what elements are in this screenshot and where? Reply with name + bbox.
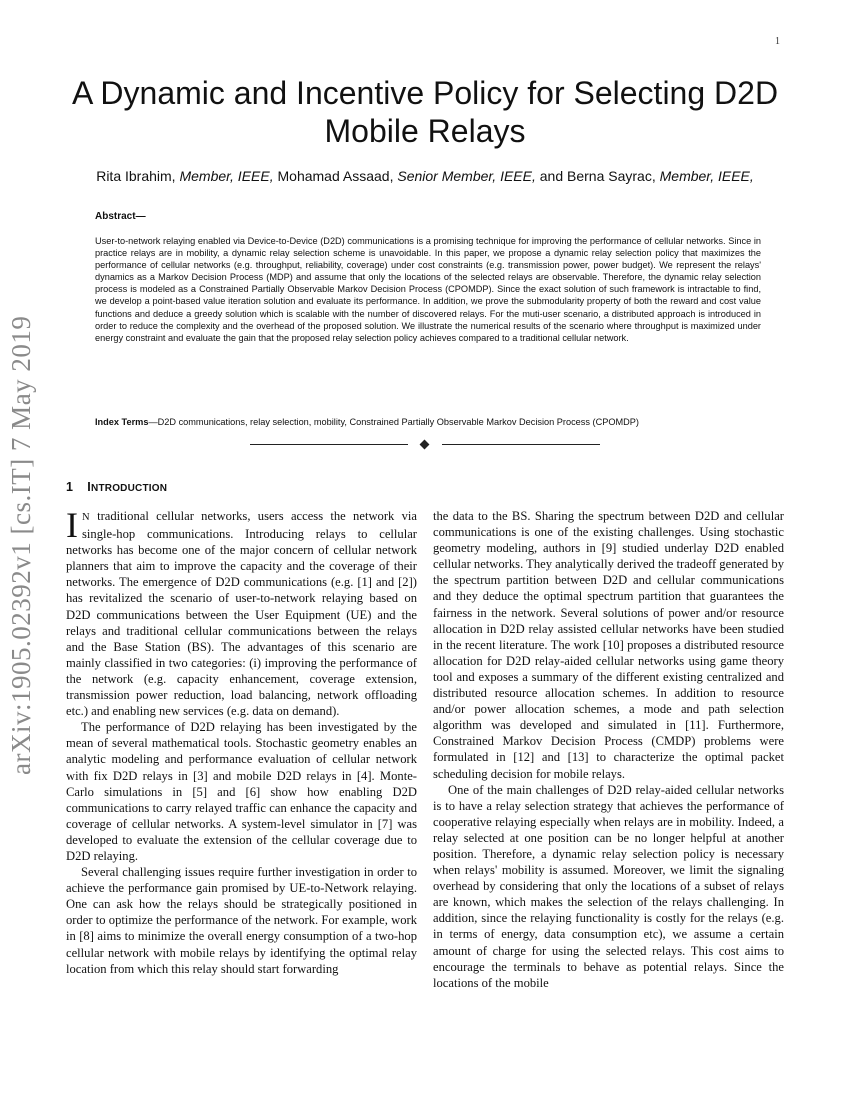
author-3-role: Member, IEEE, [659, 168, 754, 184]
author-and: and [539, 168, 564, 184]
right-paragraph-2: One of the main challenges of D2D relay-aided cellular networks is to have a relay selection strategy that achieves the performance of cooperative relaying especially when relays are in mobility. Indeed, a relay selected at one position can be no longer helpful at another position. Therefore, a dynamic relay selection policy is necessary when relays' mobility is assumed. Moreover, we limit the signaling overhead by considering that only the locations of a subset of relays are known, which makes the selection of the relays challenging. In addition, since the relaying functionality is costly for the relays (e.g. in terms of energy, data consumption etc), we assume a certain amount of charge for using the selected relays. This cost aims to encourage the terminals to behave as potential relays. Since the locations of the mobile [433, 782, 784, 990]
diamond-icon [420, 440, 430, 450]
author-1-name: Rita Ibrahim, [96, 168, 176, 184]
drop-cap: I [66, 505, 78, 545]
section-title-initial: I [87, 480, 92, 494]
first-word-smallcaps: N [82, 512, 90, 523]
right-column [433, 508, 784, 991]
index-terms [95, 416, 761, 428]
left-paragraph-2: The performance of D2D relaying has been investigated by the mean of several mathematical tools. Stochastic geometry enables an analytic modeling and performance evaluation of cellular network with fix D2D relays in [3] and mobile D2D relays in [4]. Monte-Carlo simulations in [5] and [6] show how enabling D2D communications to carry relayed traffic can enhance the capacity and coverage of cellular networks. A system-level simulator in [7] was developed to evaluate the extension of the cellular coverage due to D2D relaying. [66, 720, 417, 863]
left-paragraph-1 [66, 505, 417, 719]
section-number: 1 [66, 480, 74, 494]
author-2-role: Senior Member, IEEE, [397, 168, 536, 184]
section-heading [66, 480, 167, 494]
divider-line-right [442, 444, 600, 445]
abstract-label: Abstract— [95, 211, 146, 222]
section-divider [250, 441, 600, 449]
left-paragraph-1-text: traditional cellular networks, users access the network via single-hop communications. Introducing relays to cellular networks has become one of the major concern of cellular network planners that aim to improve the capacity and the coverage of their networks. The emergence of D2D communications (e.g. [1] and [2]) has revitalized the scenario of user-to-network relaying based on D2D communications between the User Equipment (UE) and the relays and traditional cellular communications between the relays and the Base Station (BS). The advantages of this scenario are mainly classified in two categories: (i) improving the performance of the network (e.g. capacity enhancement, coverage extension, transmission power reduction, load balancing, network offloading etc.) and enabling new services (e.g. data on demand). [66, 509, 417, 719]
divider-line-left [250, 444, 408, 445]
right-paragraph-1: the data to the BS. Sharing the spectrum between D2D and cellular communications is one of the existing challenges. Using stochastic geometry modeling, authors in [9] studied underlay D2D enabled cellular networks. They analytically derived the tradeoff generated by the spectrum partition between D2D and cellular communications and they deduce the optimal spectrum partition that guarantees the fairness in the network. Several solutions of power and/or resource allocation in D2D relay assisted cellular networks have been studied in the recent literature. The work [10] proposes a distributed resource allocation for D2D relay-aided cellular networks using game theory tool and exposes a summary of the different existing centralized and distributed resource allocation schemes. In addition to resource and/or power allocation schemes, a mode and path selection algorithm was developed and simulated in [11]. Furthermore, Constrained Markov Decision Process (CMDP) problems were formulated in [12] and [13] to characterize the optimal packet scheduling decision for mobile relays. [433, 509, 784, 781]
author-line [40, 167, 810, 185]
abstract-text: User-to-network relaying enabled via Device-to-Device (D2D) communications is a promising technique for improving the performance of cellular networks. Since in practice relays are in mobility, a dynamic relay selection scheme is unavoidable. In this paper, we propose a dynamic relay selection policy that maximizes the performance of cellular networks (e.g. throughput, reliability, coverage) under cost constraints (e.g. transmission power, power budget). We represent the relays' dynamics as a Markov Decision Process (MDP) and assume that only the locations of the selected relays are observable. Therefore, the dynamic relay selection process is modeled as a Constrained Partially Observable Markov Decision Process (CPOMDP). Since the exact solution of such framework is intractable to find, we develop a point-based value iteration solution and evaluate its performance. In addition, we prove the submodularity property of both the reward and cost value functions and deduce a greedy solution which is scalable with the number of discovered relays. For the muti-user scenario, a distributed approach is introduced in order to reduce the complexity and the overhead of the proposed solution. We illustrate the numerical results of the scenario where throughput is maximized under energy constraint and evaluate the gain that the proposed relay selection policy achieves compared to a traditional cellular network. [95, 236, 761, 343]
left-column [66, 505, 417, 977]
section-title-rest: NTRODUCTION [91, 483, 168, 494]
author-3-name: Berna Sayrac, [567, 168, 656, 184]
paper-title: A Dynamic and Incentive Policy for Selecting D2D Mobile Relays [71, 75, 779, 149]
index-terms-label: Index Terms [95, 417, 149, 427]
page-number: 1 [775, 36, 780, 47]
left-paragraph-3: Several challenging issues require further investigation in order to achieve the performance gain promised by UE-to-Network relaying. One can ask how the relays should be strategically positioned in order to optimize the performance of the network. For example, work in [8] aims to minimize the overall energy consumption of a two-hop cellular network with mobile relays by identifying the optimal relay location from which this relay should start forwarding [66, 865, 417, 976]
arxiv-stamp: arXiv:1905.02392v1 [cs.IT] 7 May 2019 [6, 315, 36, 775]
author-1-role: Member, IEEE, [179, 168, 274, 184]
author-2-name: Mohamad Assaad, [277, 168, 394, 184]
index-terms-text: —D2D communications, relay selection, mobility, Constrained Partially Observable Markov Decision Process (CPOMDP) [148, 417, 639, 427]
